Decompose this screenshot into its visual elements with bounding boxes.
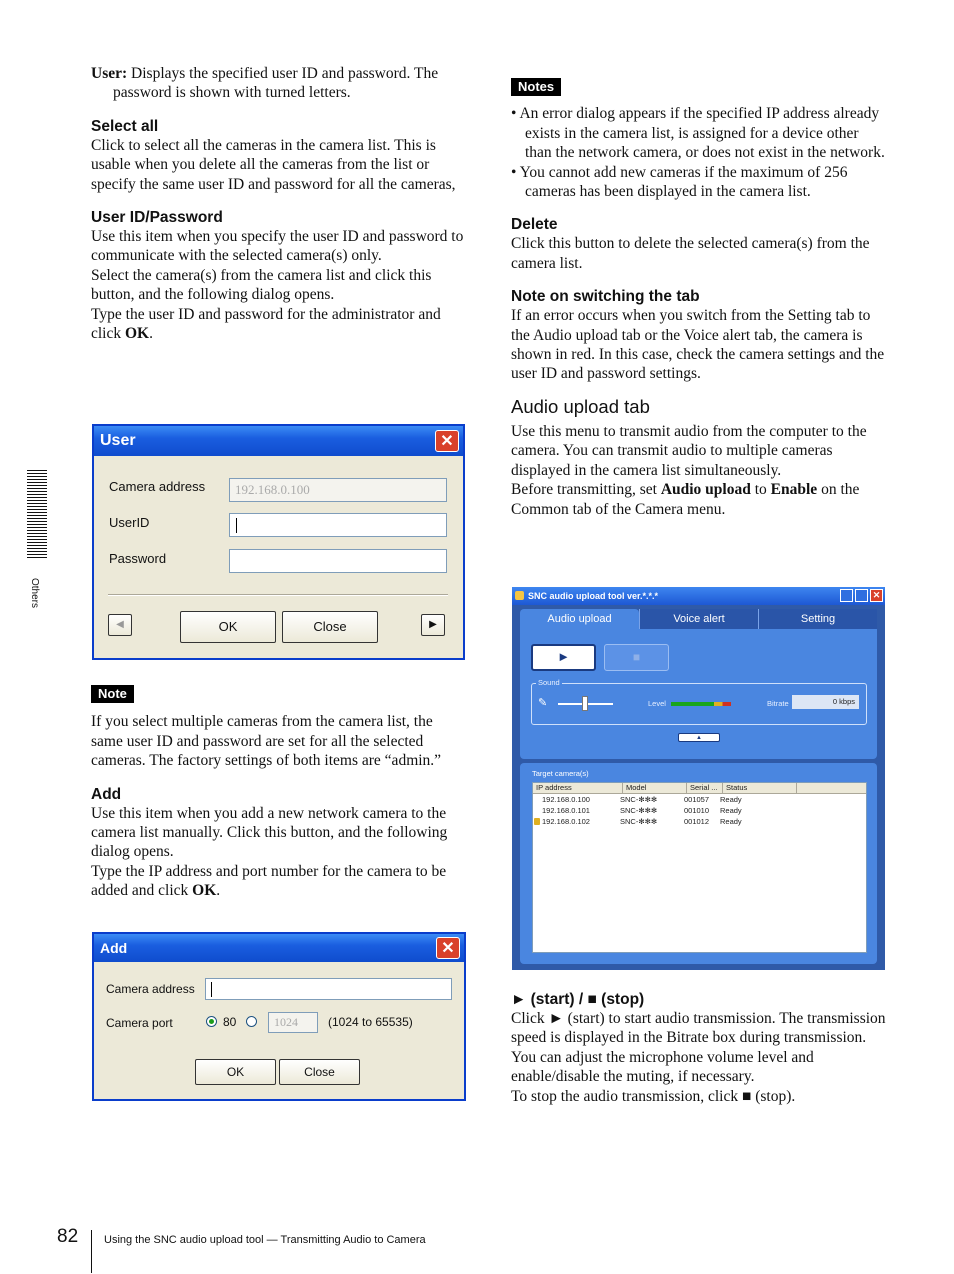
port-80-label: 80 <box>223 1015 237 1029</box>
port-80-radio[interactable] <box>206 1016 217 1027</box>
tab-voice-alert[interactable]: Voice alert <box>639 609 758 629</box>
userid-text-3 <box>91 305 466 344</box>
add-text-2c: . <box>216 882 221 900</box>
audio-text-2c: to <box>750 481 771 499</box>
control-panel <box>520 629 877 759</box>
enable-bold: Enable <box>770 481 818 499</box>
table-row[interactable] <box>533 794 866 805</box>
table-cell: 001012 <box>684 817 710 826</box>
port-custom-input: 1024 <box>268 1012 318 1033</box>
userid-label: UserID <box>109 515 150 530</box>
side-tab-label: Others <box>29 578 40 609</box>
note-text: If you select multiple cameras from the camera list, the same user ID and password are set for all the selected cameras. The factory settings of both items are “admin.” <box>91 713 442 770</box>
audio-text-1: Use this menu to transmit audio from the computer to the camera. You can transmit audio to multiple cameras displayed in the camera list simultaneously. <box>511 422 867 479</box>
close-button[interactable]: Close <box>282 611 378 643</box>
start-stop-section <box>511 990 886 1106</box>
column-serial[interactable]: Serial ... <box>687 783 723 793</box>
right-column <box>511 77 886 519</box>
sound-group <box>531 678 867 725</box>
camera-address-label: Camera address <box>109 479 206 494</box>
ok-bold: OK <box>125 325 150 343</box>
table-cell: 192.168.0.100 <box>542 795 590 804</box>
microphone-icon[interactable]: ✎ <box>538 697 548 709</box>
audio-text-2 <box>511 480 886 519</box>
start-button[interactable]: ► <box>531 644 596 671</box>
app-icon <box>515 591 524 600</box>
tab-audio-upload[interactable]: Audio upload <box>520 609 639 629</box>
add-heading: Add <box>91 785 122 803</box>
note-item-2: • You cannot add new cameras if the maximum of 256 cameras has been displayed in the camera list. <box>511 163 848 201</box>
password-input[interactable] <box>229 549 447 573</box>
add-dialog-title: Add <box>100 940 128 956</box>
camera-list[interactable] <box>532 782 867 953</box>
camera-address-field: 192.168.0.100 <box>229 478 447 502</box>
user-label: User: <box>91 65 128 82</box>
target-panel <box>520 763 877 964</box>
table-cell: 192.168.0.101 <box>542 806 590 815</box>
level-meter <box>671 702 731 706</box>
table-row[interactable] <box>533 805 866 816</box>
user-description <box>91 64 466 103</box>
maximize-icon[interactable] <box>855 589 868 602</box>
running-title: Using the SNC audio upload tool — Transmitting Audio to Camera <box>104 1234 426 1246</box>
camera-address-input[interactable] <box>205 978 452 1000</box>
userid-input[interactable] <box>229 513 447 537</box>
close-icon[interactable]: ✕ <box>435 430 459 452</box>
userid-text-3c: . <box>149 325 153 343</box>
audio-tool-window <box>512 587 885 970</box>
add-text-2 <box>91 862 466 901</box>
switch-tab-text: If an error occurs when you switch from the Setting tab to the Audio upload tab or the Voice alert tab, the camera is shown in red. In this case, check the camera settings and the user ID and password settings. <box>511 307 885 383</box>
prev-arrow-button[interactable]: ◀ <box>108 614 132 636</box>
password-label: Password <box>109 551 167 566</box>
userid-text-1: Use this item when you specify the user ID and password to communicate with the selected camera(s) only. <box>91 228 464 265</box>
text-cursor <box>236 518 237 533</box>
side-tab-marker <box>27 470 47 558</box>
collapse-button[interactable]: ▲ <box>678 733 720 742</box>
userid-text-2: Select the camera(s) from the camera list and click this button, and the following dialog opens. <box>91 266 432 304</box>
camera-list-header <box>533 783 866 794</box>
minimize-icon[interactable] <box>840 589 853 602</box>
user-dialog <box>92 424 465 660</box>
next-arrow-button[interactable]: ▶ <box>421 614 445 636</box>
start-stop-text-1: Click ► (start) to start audio transmission. The transmission speed is displayed in the Bitrate box during transmission. You can adjust the microphone volume level and enable/disable the muting, if necessary. <box>511 1010 886 1086</box>
level-label: Level <box>648 699 666 708</box>
column-model[interactable]: Model <box>623 783 687 793</box>
stop-button[interactable]: ■ <box>604 644 669 671</box>
switch-tab-heading: Note on switching the tab <box>511 288 700 306</box>
ok-button[interactable]: OK <box>180 611 276 643</box>
userid-text-3a: Type the user ID and password for the administrator and click <box>91 305 441 343</box>
add-text-1: Use this item when you add a new network camera to the camera list manually. Click this button, and the following dialog opens. <box>91 804 448 861</box>
bitrate-box: 0 kbps <box>792 695 859 709</box>
bitrate-label: Bitrate <box>767 699 789 708</box>
divider <box>108 594 448 596</box>
delete-text: Click this button to delete the selected camera(s) from the camera list. <box>511 235 870 272</box>
radio-dot <box>209 1019 214 1024</box>
table-row[interactable] <box>533 816 866 827</box>
start-stop-text-2: To stop the audio transmission, click ■ (stop). <box>511 1087 796 1105</box>
user-dialog-title: User <box>100 432 136 449</box>
ok-button[interactable]: OK <box>195 1059 276 1085</box>
column-status[interactable]: Status <box>723 783 797 793</box>
table-cell: SNC-✻✻✻ <box>620 795 658 804</box>
camera-port-label: Camera port <box>106 1016 173 1030</box>
start-stop-heading: ► (start) / ■ (stop) <box>511 991 645 1008</box>
port-range-hint: (1024 to 65535) <box>328 1015 413 1029</box>
table-cell: 192.168.0.102 <box>542 817 590 826</box>
delete-heading: Delete <box>511 216 558 234</box>
text-cursor <box>211 982 212 997</box>
add-dialog <box>92 932 466 1101</box>
table-cell: 001010 <box>684 806 710 815</box>
table-cell: Ready <box>720 817 742 826</box>
user-dialog-titlebar <box>94 426 463 456</box>
audio-tool-title: SNC audio upload tool ver.*.*.* <box>528 591 659 601</box>
footer-rule <box>91 1230 92 1273</box>
target-cameras-label: Target camera(s) <box>532 769 589 778</box>
close-icon[interactable]: ✕ <box>436 937 460 959</box>
tab-setting[interactable]: Setting <box>758 609 877 629</box>
notes-tag: Notes <box>511 78 561 96</box>
left-column-lower <box>91 684 466 901</box>
add-text-2a: Type the IP address and port number for the camera to be added and click <box>91 862 447 900</box>
table-cell: SNC-✻✻✻ <box>620 817 658 826</box>
audio-tool-titlebar <box>512 587 885 605</box>
table-cell: Ready <box>720 806 742 815</box>
sound-label: Sound <box>538 678 560 687</box>
ok-bold: OK <box>192 882 217 900</box>
left-column <box>91 64 466 343</box>
note-item-1: • An error dialog appears if the specified IP address already exists in the camera list, is assigned for a device other than the network camera, or does not exist in the network. <box>511 105 885 162</box>
add-dialog-titlebar <box>94 934 464 962</box>
camera-address-label: Camera address <box>106 982 195 996</box>
volume-slider-handle[interactable] <box>582 696 588 711</box>
note-tag: Note <box>91 685 134 703</box>
audio-tool-tabs <box>520 609 877 629</box>
table-cell: Ready <box>720 795 742 804</box>
lock-icon <box>534 818 540 825</box>
select-all-text: Click to select all the cameras in the camera list. This is usable when you delete all the cameras from the list or specify the same user ID and password for all the cameras, <box>91 136 456 193</box>
close-button[interactable]: Close <box>279 1059 360 1085</box>
audio-upload-heading: Audio upload tab <box>511 395 650 417</box>
user-text: Displays the specified user ID and password. The password is shown with turned letters. <box>113 65 439 102</box>
table-cell: 001057 <box>684 795 710 804</box>
port-custom-radio[interactable] <box>246 1016 257 1027</box>
audio-upload-bold: Audio upload <box>660 481 751 499</box>
select-all-heading: Select all <box>91 117 159 135</box>
userid-heading: User ID/Password <box>91 209 223 227</box>
table-cell: SNC-✻✻✻ <box>620 806 658 815</box>
audio-text-2a: Before transmitting, set <box>511 481 661 499</box>
column-ip-address[interactable]: IP address <box>533 783 623 793</box>
page-number: 82 <box>57 1226 79 1247</box>
audio-text-2e: on the Common tab of the Camera menu. <box>511 481 860 518</box>
close-icon[interactable]: ✕ <box>870 589 883 602</box>
